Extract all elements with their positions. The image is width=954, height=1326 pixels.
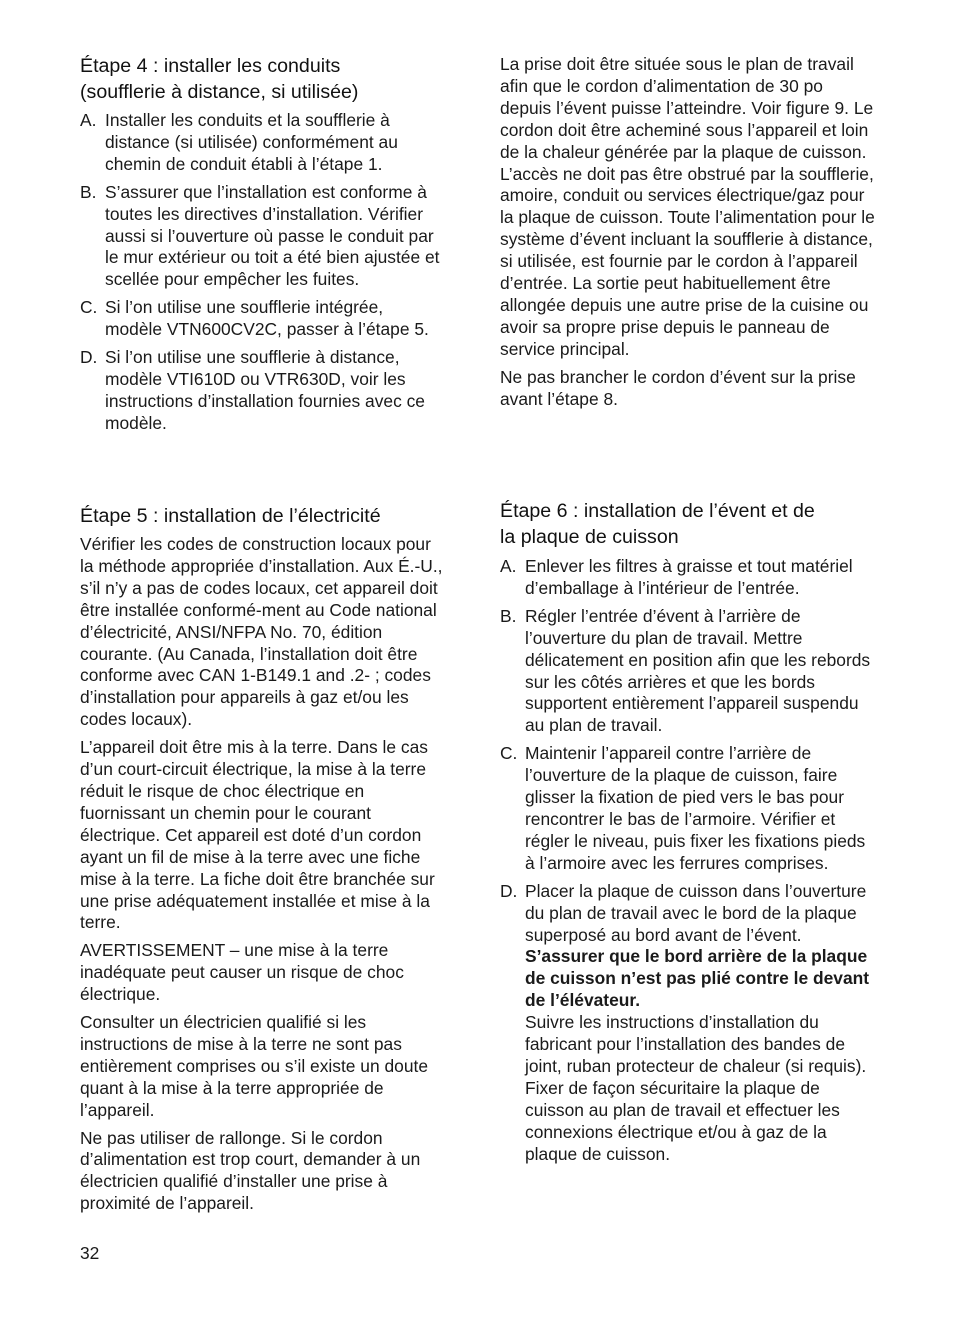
item-text-part: Suivre les instructions d’installation du fabricant pour l’installation des bandes de joint, ruban protecteur de chaleur (si requis). Fixer de façon sécuritaire la plaque de cuisson au plan de travail et effectuer les connexions électrique et/ou à gaz de la plaque de cuisson. [525, 1012, 867, 1164]
item-label: C. [80, 297, 98, 318]
item-text: Installer les conduits et la soufflerie à distance (si utilisée) conformément au chemin de conduit établi à l’étape 1. [105, 110, 398, 174]
paragraph: L’appareil doit être mis à la terre. Dans le cas d’un court-circuit électrique, la mise à la terre réduit le risque de choc électrique en fuornissant un chemin pour le courant électrique. Cet appareil est doté d’un cordon ayant un fil de mise à la terre avec une fiche mise à la terre. La fiche doit être branchée sur une prise adéquatement installée et mise à la terre. [80, 737, 435, 933]
step5-continued [500, 54, 875, 417]
list-item [80, 347, 444, 435]
paragraph: Ne pas utiliser de rallonge. Si le cordon d’alimentation est trop court, demander à un électricien qualifié d’installer une prise à proximité de l’appareil. [80, 1127, 421, 1214]
item-text: Maintenir l’appareil contre l’arrière de l’ouverture de la plaque de cuisson, faire glisser la fixation de pied vers le bas pour rencontrer le bas de l’armoire. Vérifier et régler le niveau, puis fixer les fixations pieds à l’armoire avec les ferrures comprises. [525, 743, 866, 873]
item-text: Si l’on utilise une soufflerie intégrée, modèle VTN600CV2C, passer à l’étape 5. [105, 297, 429, 340]
step4-heading [80, 53, 444, 105]
step5-heading: Étape 5 : installation de l’électricité [80, 505, 381, 527]
item-label: A. [80, 110, 97, 130]
list-item [500, 556, 875, 600]
list-item [80, 110, 444, 176]
step6-heading-line1: Étape 6 : installation de l’évent et de [500, 500, 815, 522]
item-text: Enlever les filtres à graisse et tout matériel d’emballage à l’intérieur de l’entrée. [525, 556, 853, 598]
list-item [500, 606, 875, 737]
list-item [80, 297, 444, 341]
list-item [500, 881, 875, 1166]
paragraph: Consulter un électricien qualifié si les instructions de mise à la terre ne sont pas entièrement comprises ou s’il existe un doute quant à la mise à la terre appropriée de l’appareil. [80, 1012, 428, 1120]
item-label: D. [500, 880, 518, 901]
item-text: S’assurer que l’installation est conforme à toutes les directives d’installation. Vérifier aussi si l’ouverture où passe le conduit par le mur extérieur ou toit a été bien ajustée et scellée pour empêcher les fuites. [105, 181, 440, 290]
item-text: Régler l’entrée d’évent à l’arrière de l’ouverture du plan de travail. Mettre délicatement en position afin que les rebords sur les côtés arrières et que les bords supportent entièrement l’appareil suspendu au plan de travail. [525, 605, 871, 736]
step4-heading-line2: (soufflerie à distance, si utilisée) [80, 81, 359, 103]
list-item [500, 743, 875, 874]
item-label: B. [500, 605, 517, 626]
item-text-part: Placer la plaque de cuisson dans l’ouverture du plan de travail avec le bord de la plaque superposé au bord avant de l’évent. [525, 880, 867, 945]
item-text: Si l’on utilise une soufflerie à distance, modèle VTI610D ou VTR630D, voir les instructions d’installation fournies avec ce modèle. [105, 347, 425, 433]
item-label: B. [80, 181, 97, 202]
item-label: D. [80, 347, 98, 368]
paragraph: La prise doit être située sous le plan de travail afin que le cordon d’alimentation de 30 po depuis l’évent puisse l’atteindre. Voir figure 9. Le cordon doit être acheminé sous l’appareil et loin de la chaleur générée par la plaque de cuisson. L’accès ne doit pas être obstrué par la soufflerie, amoire, conduit ou services électrique/gaz pour la plaque de cuisson. Toute l’alimentation pour le système d’évent incluant la soufflerie à distance, si utilisée, est fournie par le cordon à l’appareil d’entrée. La sortie peut habituellement être allongée depuis une autre prise de la cuisine ou avoir sa propre prise depuis le panneau de service principal. [500, 54, 875, 359]
item-label: C. [500, 743, 518, 764]
step6-heading-line2: la plaque de cuisson [500, 526, 679, 548]
paragraph: Vérifier les codes de construction locaux pour la méthode appropriée d’installation. Aux É.-U., s’il n’y a pas de codes locaux, cet appareil doit être installée conformé-ment au Code national d’électricité, ANSI/NFPA No. 70, édition courante. (Au Canada, l’installation doit être conforme avec CAN 1-B149.1 and .2- ; codes d’installation pour appareils à gaz et/ou les codes locaux). [80, 534, 443, 730]
step4-heading-line1: Étape 4 : installer les conduits [80, 55, 341, 77]
page-number: 32 [80, 1243, 100, 1263]
step4-list [80, 110, 444, 441]
step6-heading [500, 498, 875, 550]
warning-paragraph: AVERTISSEMENT – une mise à la terre inadéquate peut causer un risque de choc électrique. [80, 940, 404, 1005]
item-label: A. [500, 556, 517, 576]
step5-body [80, 534, 444, 1221]
item-text [525, 881, 875, 1166]
step6-list [500, 556, 875, 1171]
list-item [80, 182, 444, 292]
bold-warning: S’assurer que le bord arrière de la plaque de cuisson n’est pas plié contre le devant de l’élévateur. [525, 946, 870, 1011]
paragraph: Ne pas brancher le cordon d’évent sur la prise avant l’étape 8. [500, 366, 856, 409]
